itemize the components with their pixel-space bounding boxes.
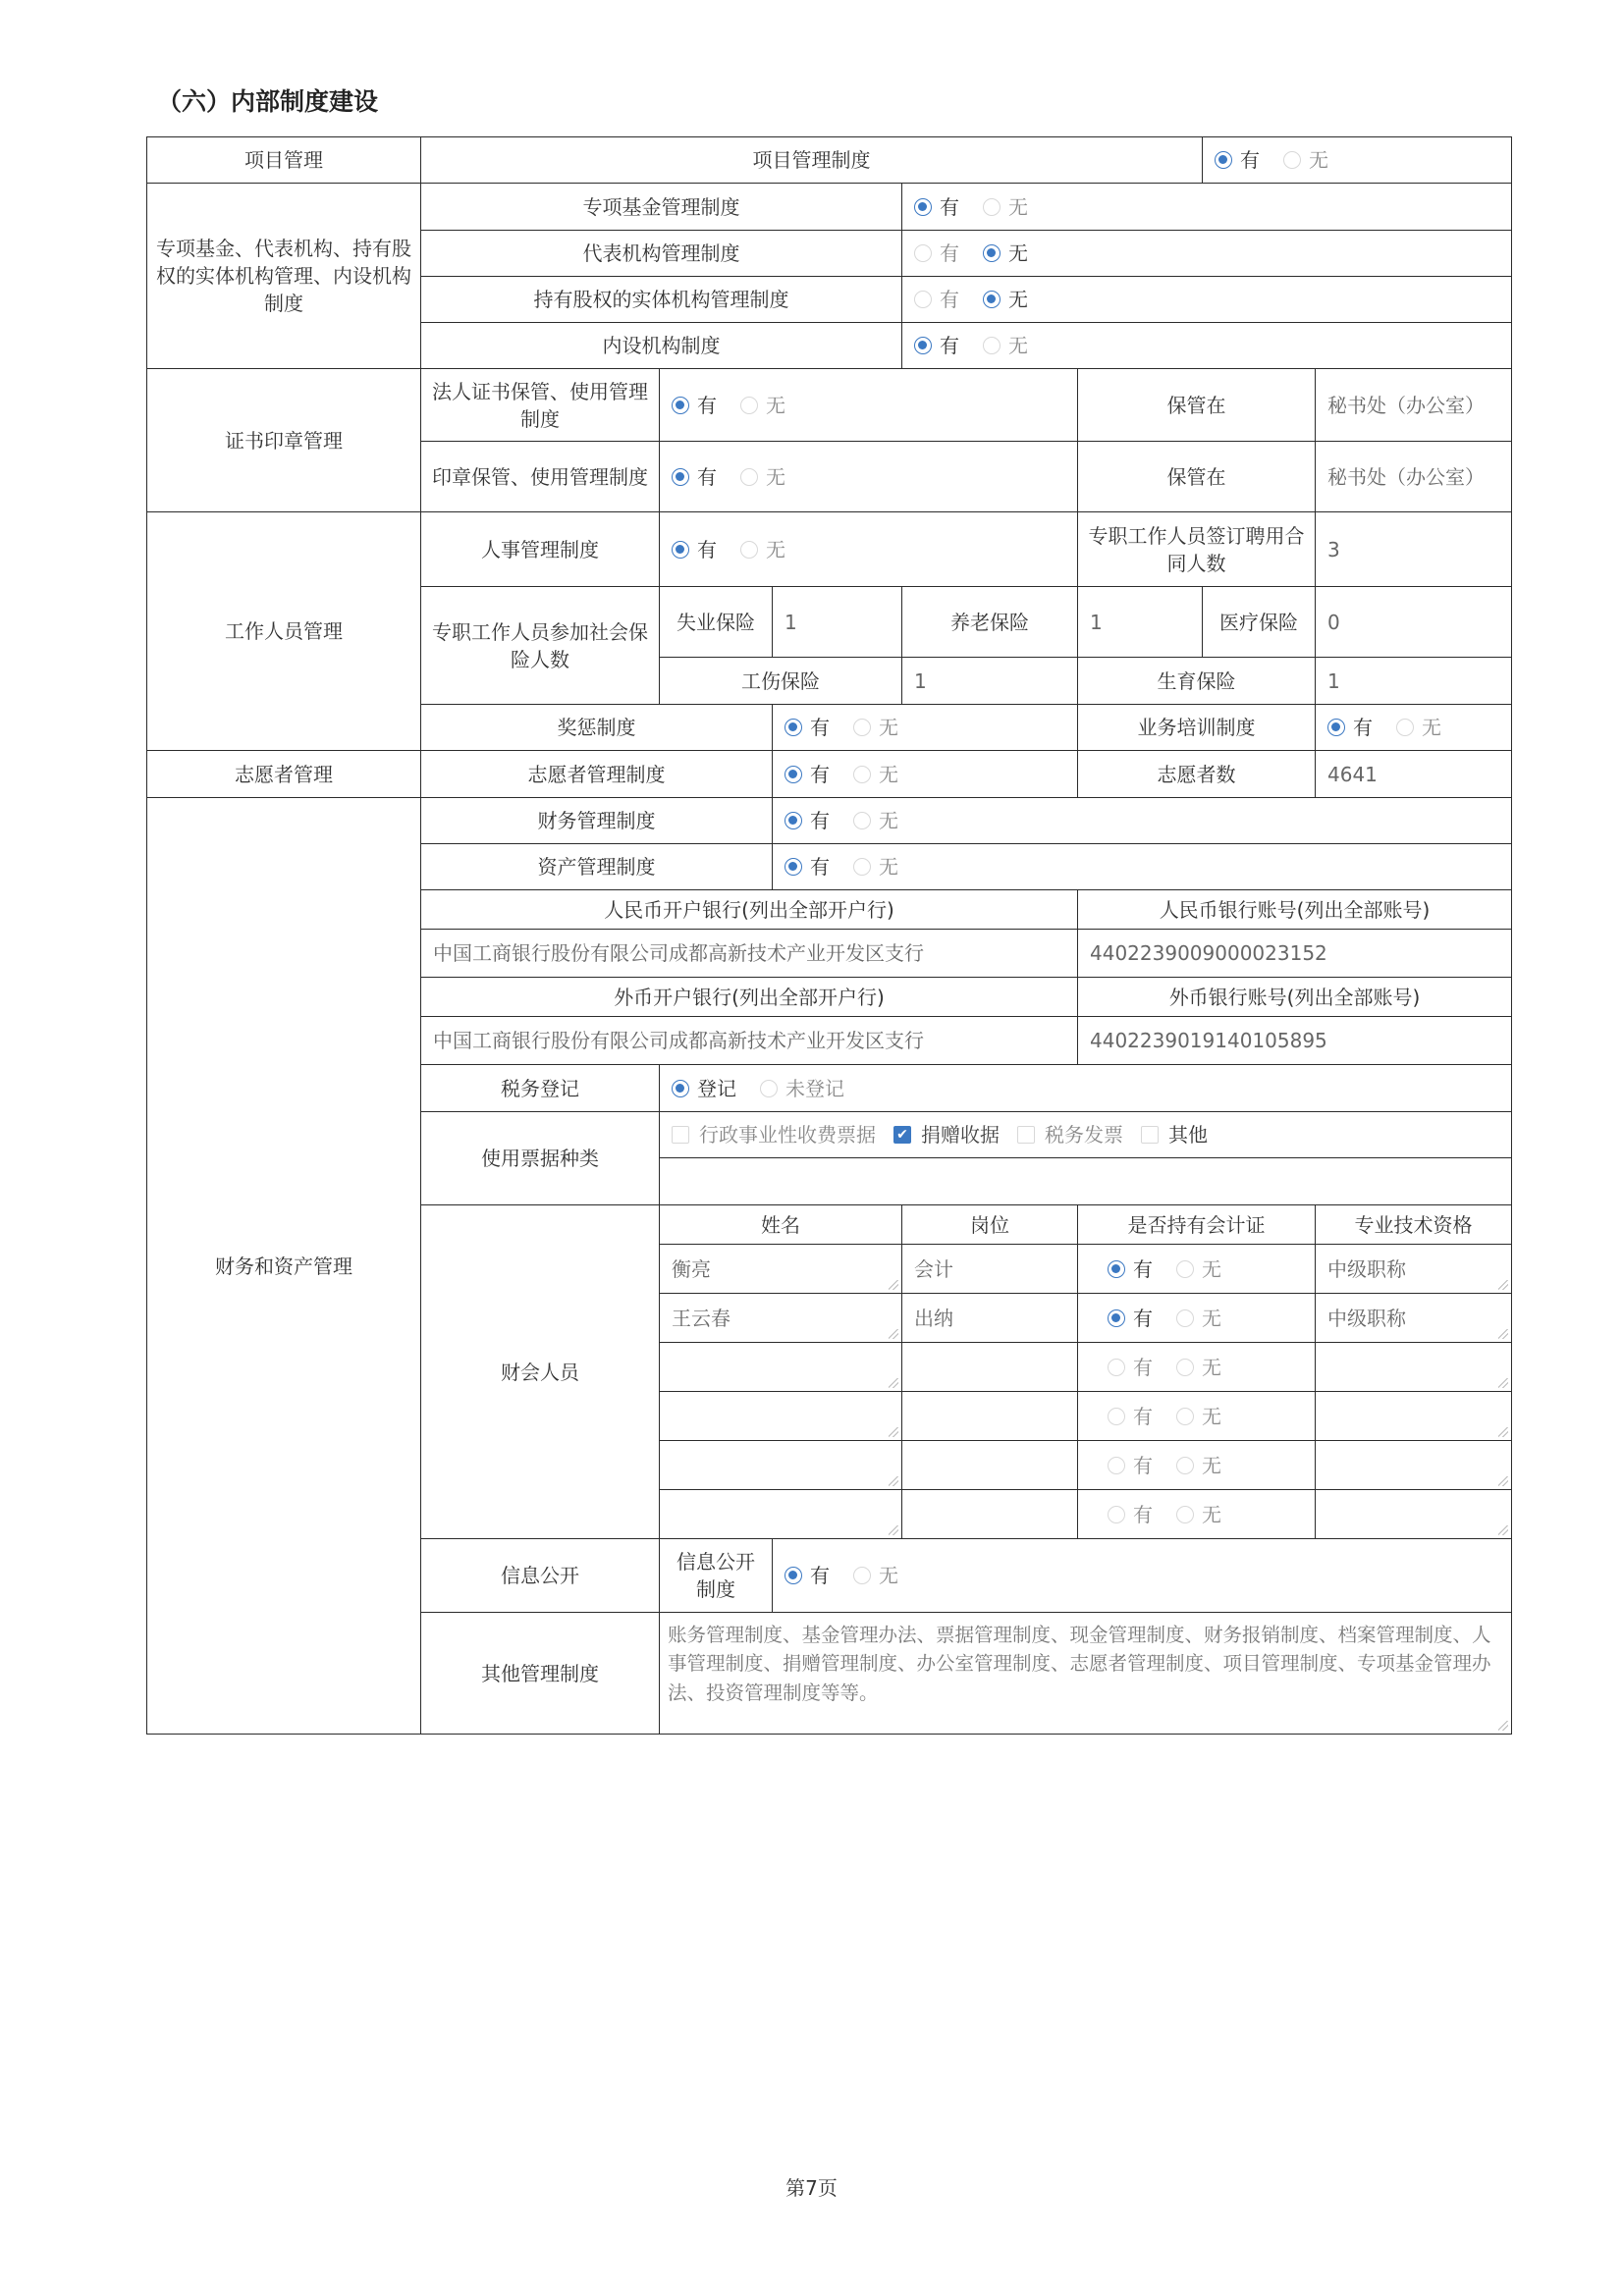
receipt-type-label: 税务发票	[1045, 1123, 1123, 1147]
radio-label: 有	[810, 809, 830, 832]
radio-unchecked-icon[interactable]	[1176, 1359, 1194, 1376]
radio-label: 无	[766, 393, 785, 417]
tax-registration-label: 税务登记	[420, 1064, 660, 1112]
radio-label: 有	[697, 464, 717, 489]
radio-no[interactable]	[740, 392, 785, 419]
radio-label: 有	[697, 537, 717, 561]
accountant-qualification-input[interactable]	[1315, 1440, 1512, 1490]
radio-unchecked-icon[interactable]	[914, 244, 932, 262]
radio-unchecked-icon[interactable]	[1176, 1260, 1194, 1278]
rmb-bank-header: 人民币开户银行(列出全部开户行)	[420, 889, 1078, 930]
yes-no-radio	[914, 332, 1042, 359]
yes-no-radio	[914, 286, 1042, 313]
special-item-label: 内设机构制度	[420, 322, 902, 369]
resize-handle-icon[interactable]	[889, 1280, 898, 1290]
radio-no[interactable]	[1176, 1452, 1221, 1479]
training-policy-value[interactable]	[1315, 704, 1512, 751]
yes-no-radio	[1108, 1255, 1235, 1283]
radio-unchecked-icon[interactable]	[1176, 1457, 1194, 1474]
resize-handle-icon[interactable]	[1498, 1427, 1508, 1437]
radio-checked-icon[interactable]	[784, 858, 802, 876]
radio-unchecked-icon[interactable]	[1283, 151, 1301, 169]
accountant-qualification-input[interactable]	[1315, 1391, 1512, 1441]
radio-unchecked-icon[interactable]	[1108, 1408, 1125, 1425]
yes-no-radio	[672, 463, 799, 491]
radio-label: 无	[1422, 716, 1441, 739]
radio-label: 无	[1309, 148, 1328, 172]
asset-policy-label: 资产管理制度	[420, 843, 773, 890]
radio-checked-icon[interactable]	[672, 541, 689, 559]
receipt-type-checkbox[interactable]	[1017, 1121, 1123, 1148]
accountant-name-input[interactable]	[659, 1391, 902, 1441]
radio-checked-icon[interactable]	[1108, 1309, 1125, 1327]
receipt-other-input[interactable]	[659, 1157, 1512, 1205]
other-policies-text[interactable]: 账务管理制度、基金管理办法、票据管理制度、现金管理制度、财务报销制度、档案管理制度、人事管理制度、捐赠管理制度、办公室管理制度、志愿者管理制度、项目管理制度、专项基金管理办法、投资管理制度等等。	[659, 1612, 1512, 1735]
radio-checked-icon[interactable]	[1215, 151, 1232, 169]
yes-no-radio	[784, 807, 912, 834]
unemployment-value[interactable]: 1	[772, 586, 902, 658]
name-header: 姓名	[659, 1204, 902, 1245]
radio-label: 无	[1202, 1404, 1221, 1428]
qualification-header: 专业技术资格	[1315, 1204, 1512, 1245]
special-label: 专项基金、代表机构、持有股权的实体机构管理、内设机构制度	[146, 183, 421, 369]
yes-no-radio	[914, 240, 1042, 267]
radio-yes[interactable]	[1108, 1452, 1153, 1479]
kept-at-value[interactable]: 秘书处（办公室）	[1315, 441, 1512, 512]
radio-label: 有	[1133, 1306, 1153, 1330]
page-number: 第7页	[785, 2176, 838, 2200]
receipt-type-label: 行政事业性收费票据	[699, 1123, 876, 1147]
receipt-type-checkbox[interactable]	[672, 1121, 876, 1148]
special-item-value[interactable]	[901, 276, 1512, 323]
radio-label: 无	[879, 855, 898, 879]
accountant-cert-radio[interactable]	[1077, 1440, 1316, 1490]
radio-yes[interactable]	[784, 807, 830, 834]
radio-label: 有	[1133, 1453, 1153, 1477]
yes-no-radio	[672, 392, 799, 419]
radio-unchecked-icon[interactable]	[760, 1080, 778, 1097]
radio-unregistered[interactable]	[760, 1075, 844, 1102]
yes-no-radio	[1108, 1501, 1235, 1528]
finance-policy-value[interactable]	[772, 797, 1512, 844]
accountant-name-input[interactable]	[659, 1342, 902, 1392]
resize-handle-icon[interactable]	[889, 1525, 898, 1535]
radio-unchecked-icon[interactable]	[1108, 1457, 1125, 1474]
radio-yes[interactable]	[1108, 1305, 1153, 1332]
seal-label: 证书印章管理	[146, 368, 421, 512]
yes-no-radio	[672, 536, 799, 563]
radio-registered[interactable]	[672, 1075, 736, 1102]
radio-label: 无	[1008, 241, 1028, 265]
injury-value[interactable]: 1	[901, 657, 1078, 705]
accountant-cert-radio[interactable]	[1077, 1244, 1316, 1294]
accountant-name-input[interactable]: 衡亮	[659, 1244, 902, 1294]
asset-policy-value[interactable]	[772, 843, 1512, 890]
injury-label: 工伤保险	[659, 657, 902, 705]
radio-label: 无	[1202, 1355, 1221, 1379]
maternity-label: 生育保险	[1077, 657, 1316, 705]
accountant-qualification-input[interactable]	[1315, 1489, 1512, 1539]
radio-no[interactable]	[1176, 1255, 1221, 1283]
radio-no[interactable]	[983, 332, 1028, 359]
cert-header: 是否持有会计证	[1077, 1204, 1316, 1245]
radio-label: 无	[879, 762, 898, 786]
rmb-account-value[interactable]: 4402239009000023152	[1077, 929, 1512, 978]
radio-checked-icon[interactable]	[672, 1080, 689, 1097]
receipt-type-label: 其他	[1168, 1123, 1208, 1147]
seal-item-value[interactable]	[659, 368, 1078, 442]
special-item-label: 代表机构管理制度	[420, 230, 902, 277]
radio-no[interactable]	[1176, 1501, 1221, 1528]
radio-unchecked-icon[interactable]	[853, 858, 871, 876]
accountants-label: 财会人员	[420, 1204, 660, 1539]
checkbox-checked-icon[interactable]: ✔	[893, 1126, 911, 1144]
radio-label: 有	[940, 288, 959, 311]
receipt-types-label: 使用票据种类	[420, 1111, 660, 1205]
radio-checked-icon[interactable]	[914, 198, 932, 216]
pension-value[interactable]: 1	[1077, 586, 1203, 658]
special-item-value[interactable]	[901, 183, 1512, 231]
radio-label: 有	[1240, 148, 1260, 172]
radio-label: 有	[1353, 716, 1373, 739]
radio-label: 有	[940, 241, 959, 265]
radio-no[interactable]	[1176, 1354, 1221, 1381]
unemployment-label: 失业保险	[659, 586, 773, 658]
kept-at-value[interactable]: 秘书处（办公室）	[1315, 368, 1512, 442]
radio-checked-icon[interactable]	[784, 812, 802, 829]
volunteer-policy-value[interactable]	[772, 750, 1078, 798]
reward-policy-label: 奖惩制度	[420, 704, 773, 751]
volunteer-count-label: 志愿者数	[1077, 750, 1316, 798]
special-item-value[interactable]	[901, 322, 1512, 369]
radio-no[interactable]	[853, 1562, 898, 1589]
radio-label: 无	[879, 1564, 898, 1587]
radio-yes[interactable]	[784, 714, 830, 741]
accountant-name-input[interactable]	[659, 1440, 902, 1490]
disclosure-policy-value[interactable]	[772, 1538, 1512, 1613]
radio-no[interactable]	[853, 714, 898, 741]
radio-unchecked-icon[interactable]	[853, 766, 871, 783]
radio-checked-icon[interactable]	[672, 468, 689, 486]
radio-checked-icon[interactable]	[1327, 719, 1345, 736]
volunteer-label: 志愿者管理	[146, 750, 421, 798]
radio-unchecked-icon[interactable]	[740, 397, 758, 414]
radio-no[interactable]	[853, 853, 898, 881]
radio-yes[interactable]	[672, 392, 717, 419]
yes-no-radio	[1108, 1403, 1235, 1430]
radio-yes[interactable]	[914, 332, 959, 359]
radio-yes[interactable]	[784, 761, 830, 788]
project-value[interactable]	[1202, 136, 1512, 184]
resize-handle-icon[interactable]	[889, 1329, 898, 1339]
radio-unchecked-icon[interactable]	[1176, 1506, 1194, 1523]
radio-yes[interactable]	[914, 240, 959, 267]
radio-yes[interactable]	[1108, 1501, 1153, 1528]
accountant-qualification-input[interactable]: 中级职称	[1315, 1244, 1512, 1294]
radio-unchecked-icon[interactable]	[1108, 1506, 1125, 1523]
radio-label: 有	[810, 855, 830, 879]
hr-policy-label: 人事管理制度	[420, 511, 660, 587]
radio-no[interactable]	[1396, 714, 1441, 741]
radio-no[interactable]	[983, 240, 1028, 267]
fx-account-header: 外币银行账号(列出全部账号)	[1077, 977, 1512, 1017]
radio-label: 有	[940, 194, 959, 219]
rmb-account-header: 人民币银行账号(列出全部账号)	[1077, 889, 1512, 930]
radio-unchecked-icon[interactable]	[853, 719, 871, 736]
radio-label: 无	[1202, 1453, 1221, 1477]
insurance-label: 专职工作人员参加社会保险人数	[420, 586, 660, 705]
radio-yes[interactable]	[914, 193, 959, 221]
disclosure-label: 信息公开	[420, 1538, 660, 1613]
other-policies-label: 其他管理制度	[420, 1612, 660, 1735]
accountant-role-input[interactable]	[901, 1342, 1078, 1392]
radio-yes[interactable]	[1108, 1354, 1153, 1381]
radio-unchecked-icon[interactable]	[1108, 1359, 1125, 1376]
radio-label: 无	[1008, 194, 1028, 219]
radio-label: 无	[1202, 1502, 1221, 1526]
radio-unchecked-icon[interactable]	[853, 812, 871, 829]
disclosure-policy-label: 信息公开制度	[659, 1538, 773, 1613]
radio-label: 无	[766, 537, 785, 561]
radio-label: 无	[879, 716, 898, 739]
radio-unchecked-icon[interactable]	[983, 198, 1001, 216]
radio-label: 无	[1202, 1306, 1221, 1330]
accountant-name-input[interactable]	[659, 1489, 902, 1539]
radio-unchecked-icon[interactable]	[1176, 1309, 1194, 1327]
radio-checked-icon[interactable]	[672, 397, 689, 414]
medical-label: 医疗保险	[1202, 586, 1316, 658]
radio-label: 有	[810, 716, 830, 739]
radio-yes[interactable]	[1108, 1255, 1153, 1283]
accountant-role-input[interactable]	[901, 1440, 1078, 1490]
accountant-role-input[interactable]: 会计	[901, 1244, 1078, 1294]
yes-no-radio	[784, 761, 912, 788]
resize-handle-icon[interactable]	[889, 1476, 898, 1486]
project-label: 项目管理	[146, 136, 421, 184]
radio-checked-icon[interactable]	[1108, 1260, 1125, 1278]
radio-checked-icon[interactable]	[983, 291, 1001, 308]
radio-yes[interactable]	[672, 536, 717, 563]
seal-item-value[interactable]	[659, 441, 1078, 512]
role-header: 岗位	[901, 1204, 1078, 1245]
seal-item-label: 印章保管、使用管理制度	[420, 441, 660, 512]
tax-registration-radio	[672, 1075, 858, 1102]
radio-unchecked-icon[interactable]	[1396, 719, 1414, 736]
accountant-role-input[interactable]	[901, 1489, 1078, 1539]
checkbox-unchecked-icon[interactable]	[672, 1126, 689, 1144]
yes-no-radio	[1108, 1354, 1235, 1381]
radio-label: 无	[766, 464, 785, 489]
kept-at-label: 保管在	[1077, 368, 1316, 442]
contract-count-label: 专职工作人员签订聘用合同人数	[1077, 511, 1316, 587]
resize-handle-icon[interactable]	[889, 1427, 898, 1437]
radio-no[interactable]	[983, 193, 1028, 221]
radio-checked-icon[interactable]	[784, 719, 802, 736]
radio-label: 无	[1008, 288, 1028, 311]
radio-yes[interactable]	[784, 853, 830, 881]
radio-label: 无	[879, 809, 898, 832]
yes-no-radio	[1215, 146, 1342, 174]
accountant-cert-radio[interactable]	[1077, 1391, 1316, 1441]
checkbox-unchecked-icon[interactable]	[1141, 1126, 1159, 1144]
radio-yes[interactable]	[672, 463, 717, 491]
yes-no-radio	[784, 853, 912, 881]
radio-checked-icon[interactable]	[784, 766, 802, 783]
radio-label: 未登记	[785, 1076, 844, 1100]
radio-no[interactable]	[853, 807, 898, 834]
radio-label: 有	[810, 1564, 830, 1587]
maternity-value[interactable]: 1	[1315, 657, 1512, 705]
accountant-name-input[interactable]: 王云春	[659, 1293, 902, 1343]
radio-yes[interactable]	[1108, 1403, 1153, 1430]
reward-policy-value[interactable]	[772, 704, 1078, 751]
resize-handle-icon[interactable]	[1498, 1476, 1508, 1486]
project-item-label: 项目管理制度	[420, 136, 1203, 184]
finance-label: 财务和资产管理	[146, 797, 421, 1735]
radio-label: 无	[1008, 334, 1028, 357]
radio-unchecked-icon[interactable]	[914, 291, 932, 308]
special-item-value[interactable]	[901, 230, 1512, 277]
radio-unchecked-icon[interactable]	[740, 541, 758, 559]
radio-unchecked-icon[interactable]	[983, 337, 1001, 354]
kept-at-label: 保管在	[1077, 441, 1316, 512]
yes-no-radio	[1327, 714, 1455, 741]
radio-label: 有	[697, 393, 717, 417]
accountant-role-input[interactable]	[901, 1391, 1078, 1441]
checkbox-unchecked-icon[interactable]	[1017, 1126, 1035, 1144]
receipt-type-checkbox[interactable]	[1141, 1121, 1208, 1148]
radio-no[interactable]	[983, 286, 1028, 313]
accountant-qualification-input[interactable]	[1315, 1342, 1512, 1392]
yes-no-radio	[784, 1562, 912, 1589]
receipt-type-checkbox[interactable]	[893, 1121, 1000, 1148]
fx-account-value[interactable]: 4402239019140105895	[1077, 1016, 1512, 1065]
special-item-label: 持有股权的实体机构管理制度	[420, 276, 902, 323]
tax-registration-value[interactable]	[659, 1064, 1512, 1112]
resize-handle-icon[interactable]	[1498, 1525, 1508, 1535]
resize-handle-icon[interactable]	[1498, 1721, 1508, 1731]
radio-checked-icon[interactable]	[983, 244, 1001, 262]
finance-policy-label: 财务管理制度	[420, 797, 773, 844]
seal-item-label: 法人证书保管、使用管理制度	[420, 368, 660, 442]
accountant-cert-radio[interactable]	[1077, 1293, 1316, 1343]
radio-no[interactable]	[1283, 146, 1328, 174]
hr-policy-value[interactable]	[659, 511, 1078, 587]
yes-no-radio	[1108, 1452, 1235, 1479]
radio-no[interactable]	[740, 463, 785, 491]
resize-handle-icon[interactable]	[1498, 1378, 1508, 1388]
resize-handle-icon[interactable]	[889, 1378, 898, 1388]
volunteer-count-value[interactable]: 4641	[1315, 750, 1512, 798]
receipt-types-checkboxes	[659, 1111, 1512, 1158]
radio-label: 有	[1133, 1404, 1153, 1428]
resize-handle-icon[interactable]	[1498, 1329, 1508, 1339]
radio-yes[interactable]	[784, 1562, 830, 1589]
yes-no-radio	[784, 714, 912, 741]
radio-no[interactable]	[1176, 1403, 1221, 1430]
radio-yes[interactable]	[1327, 714, 1373, 741]
training-policy-label: 业务培训制度	[1077, 704, 1316, 751]
contract-count-value[interactable]: 3	[1315, 511, 1512, 587]
staff-label: 工作人员管理	[146, 511, 421, 751]
radio-label: 有	[1133, 1355, 1153, 1379]
radio-unchecked-icon[interactable]	[740, 468, 758, 486]
radio-label: 有	[1133, 1256, 1153, 1281]
radio-no[interactable]	[853, 761, 898, 788]
radio-label: 有	[940, 334, 959, 357]
radio-yes[interactable]	[1215, 146, 1260, 174]
radio-checked-icon[interactable]	[914, 337, 932, 354]
fx-bank-header: 外币开户银行(列出全部开户行)	[420, 977, 1078, 1017]
receipt-type-label: 捐赠收据	[921, 1123, 1000, 1147]
radio-label: 有	[1133, 1502, 1153, 1526]
radio-label: 登记	[697, 1076, 736, 1100]
radio-unchecked-icon[interactable]	[853, 1567, 871, 1584]
resize-handle-icon[interactable]	[1498, 1280, 1508, 1290]
yes-no-radio	[1108, 1305, 1235, 1332]
accountant-cert-radio[interactable]	[1077, 1489, 1316, 1539]
radio-checked-icon[interactable]	[784, 1567, 802, 1584]
fx-bank-value[interactable]: 中国工商银行股份有限公司成都高新技术产业开发区支行	[420, 1016, 1078, 1065]
volunteer-policy-label: 志愿者管理制度	[420, 750, 773, 798]
radio-label: 无	[1202, 1256, 1221, 1281]
accountant-role-input[interactable]: 出纳	[901, 1293, 1078, 1343]
rmb-bank-value[interactable]: 中国工商银行股份有限公司成都高新技术产业开发区支行	[420, 929, 1078, 978]
radio-label: 有	[810, 762, 830, 786]
pension-label: 养老保险	[901, 586, 1078, 658]
accountant-cert-radio[interactable]	[1077, 1342, 1316, 1392]
accountant-qualification-input[interactable]: 中级职称	[1315, 1293, 1512, 1343]
yes-no-radio	[914, 193, 1042, 221]
medical-value[interactable]: 0	[1315, 586, 1512, 658]
special-item-label: 专项基金管理制度	[420, 183, 902, 231]
radio-no[interactable]	[1176, 1305, 1221, 1332]
section-title: （六）内部制度建设	[157, 87, 379, 116]
radio-yes[interactable]	[914, 286, 959, 313]
radio-unchecked-icon[interactable]	[1176, 1408, 1194, 1425]
radio-no[interactable]	[740, 536, 785, 563]
